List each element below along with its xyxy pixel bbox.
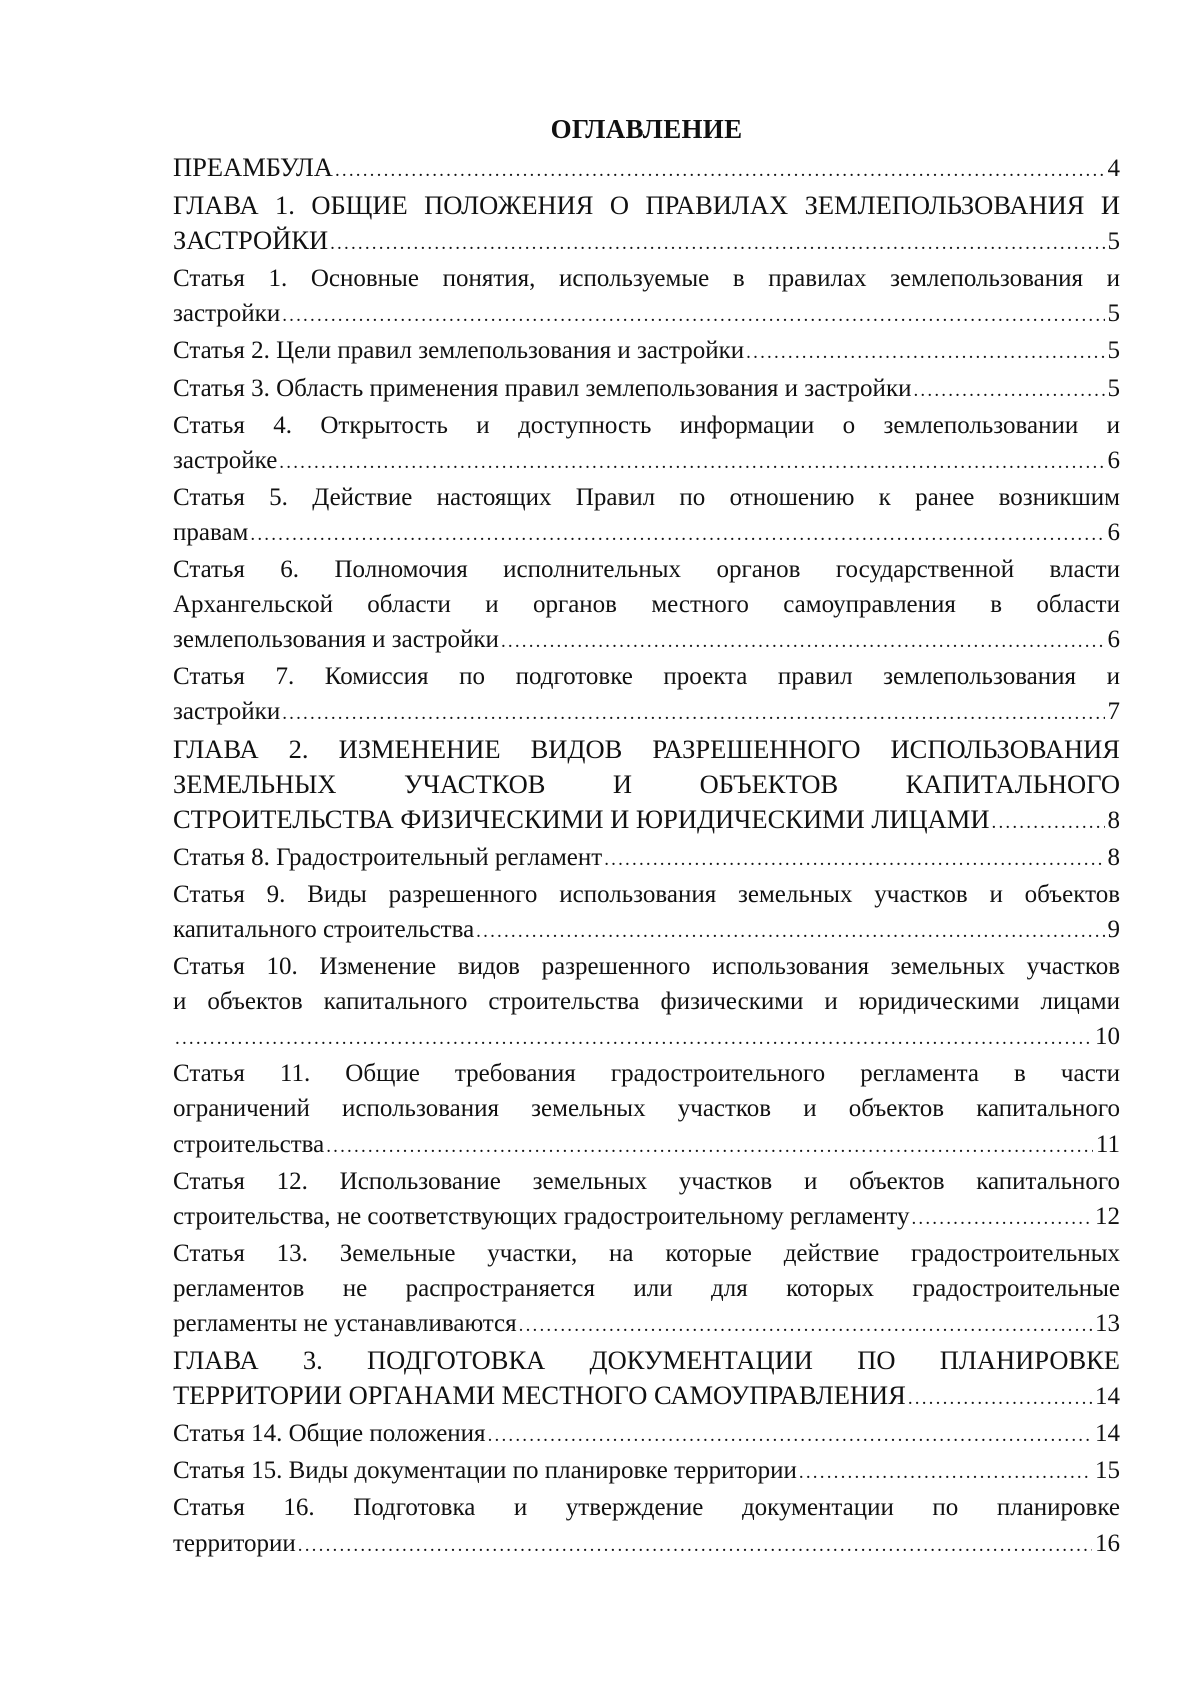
dot-leader — [501, 624, 1105, 659]
entry-text-lines — [173, 552, 1120, 622]
dot-leader — [908, 1381, 1092, 1416]
entry-leader-line — [173, 296, 1120, 333]
page-number: 8 — [1107, 843, 1120, 871]
page-number: 14 — [1095, 1383, 1120, 1411]
entry-text-last: капитального строительства — [173, 915, 475, 943]
entry-leader-line — [173, 443, 1120, 480]
dot-leader — [330, 226, 1104, 261]
entry-text-last: правам — [173, 518, 249, 546]
entry-text-last: Статья 15. Виды документации по планировке территории — [173, 1457, 797, 1485]
entry-text-line: Статья 5. Действие настоящих Правил по отношению к ранее возникшим — [173, 483, 1120, 511]
toc-chapter-entry[interactable] — [173, 1343, 1120, 1416]
toc-article-entry[interactable] — [173, 1164, 1120, 1236]
dot-leader — [488, 1418, 1092, 1453]
entry-text-lines — [173, 408, 1120, 443]
page-number: 4 — [1107, 155, 1120, 182]
entry-leader-line — [173, 1019, 1120, 1056]
entry-text-last: ЗАСТРОЙКИ — [173, 225, 329, 256]
dot-leader — [604, 842, 1104, 877]
entry-leader-line — [173, 223, 1120, 261]
page-number: 8 — [1107, 806, 1120, 834]
entry-text-last: застройке — [173, 446, 278, 474]
entry-text-line: ГЛАВА 2. ИЗМЕНЕНИЕ ВИДОВ РАЗРЕШЕННОГО ИСПОЛЬЗОВАНИЯ — [173, 733, 1120, 764]
toc-title: ОГЛАВЛЕНИЕ — [550, 114, 743, 144]
entry-text-last: Статья 8. Градостроительный регламент — [173, 843, 603, 871]
dot-leader — [282, 298, 1104, 333]
dot-leader — [326, 1129, 1093, 1164]
entry-text-line: Статья 11. Общие требования градостроительного регламента в части — [173, 1060, 1120, 1088]
entry-text-last: территории — [173, 1529, 296, 1557]
toc-article-entry[interactable] — [173, 949, 1120, 1056]
dot-leader — [992, 805, 1105, 840]
toc-article-entry[interactable] — [173, 1236, 1120, 1343]
entry-leader-line — [173, 622, 1120, 659]
dot-leader — [335, 153, 1105, 188]
page-number: 5 — [1107, 374, 1120, 402]
entry-text-line: Статья 7. Комиссия по подготовке проекта правил землепользования и — [173, 663, 1120, 691]
dot-leader — [519, 1308, 1092, 1343]
toc-article-entry[interactable] — [173, 261, 1120, 333]
entry-text-last: строительства, не соответствующих градостроительному регламенту — [173, 1202, 910, 1230]
dot-leader — [911, 1201, 1092, 1236]
dot-leader — [746, 335, 1104, 370]
toc-chapter-entry[interactable] — [173, 732, 1120, 840]
toc-article-entry[interactable] — [173, 1416, 1120, 1453]
entry-text-lines — [173, 877, 1120, 912]
entry-text-last: ПРЕАМБУЛА — [173, 152, 333, 182]
toc-article-entry[interactable] — [173, 877, 1120, 949]
entry-text-line: Статья 4. Открытость и доступность информации о землепользовании и — [173, 411, 1120, 439]
entry-text-line: Статья 10. Изменение видов разрешенного использования земельных участков — [173, 953, 1120, 981]
toc-article-entry[interactable] — [173, 333, 1120, 370]
entry-text-last: Статья 3. Область применения правил землепользования и застройки — [173, 374, 912, 402]
entry-text-last: застройки — [173, 300, 281, 328]
entry-text-lines — [173, 1236, 1120, 1306]
entry-leader-line — [173, 912, 1120, 949]
entry-text-lines — [173, 188, 1120, 223]
entry-text-last: регламенты не устанавливаются — [173, 1310, 517, 1337]
toc-list — [173, 150, 1120, 1563]
entry-text-lines — [173, 949, 1120, 1019]
entry-text-line: Статья 16. Подготовка и утверждение документации по планировке — [173, 1494, 1120, 1522]
page-number: 16 — [1095, 1529, 1120, 1557]
page-number: 12 — [1095, 1202, 1120, 1230]
entry-text-lines — [173, 480, 1120, 515]
entry-leader-line — [173, 802, 1120, 840]
entry-text-line: ГЛАВА 1. ОБЩИЕ ПОЛОЖЕНИЯ О ПРАВИЛАХ ЗЕМЛЕПОЛЬЗОВАНИЯ И — [173, 190, 1120, 221]
toc-article-entry[interactable] — [173, 408, 1120, 480]
entry-text-last: ТЕРРИТОРИИ ОРГАНАМИ МЕСТНОГО САМОУПРАВЛЕНИЯ — [173, 1380, 906, 1411]
entry-text-line: Статья 6. Полномочия исполнительных органов государственной власти — [173, 556, 1120, 584]
toc-page — [173, 108, 1120, 1563]
entry-leader-line — [173, 333, 1120, 370]
entry-text-line: ГЛАВА 3. ПОДГОТОВКА ДОКУМЕНТАЦИИ ПО ПЛАНИРОВКЕ — [173, 1345, 1120, 1376]
page-number: 6 — [1107, 446, 1120, 474]
toc-article-entry[interactable] — [173, 371, 1120, 408]
dot-leader — [476, 914, 1104, 949]
page-number: 15 — [1095, 1457, 1120, 1485]
entry-leader-line — [173, 1453, 1120, 1490]
entry-text-lines — [173, 732, 1120, 802]
entry-text-line: Статья 9. Виды разрешенного использования земельных участков и объектов — [173, 880, 1120, 908]
page-number: 5 — [1107, 300, 1120, 328]
toc-chapter-entry[interactable] — [173, 150, 1120, 188]
dot-leader — [913, 373, 1104, 408]
entry-leader-line — [173, 1127, 1120, 1164]
toc-article-entry[interactable] — [173, 840, 1120, 877]
entry-text-line: ЗЕМЕЛЬНЫХ УЧАСТКОВ И ОБЪЕКТОВ КАПИТАЛЬНОГО — [173, 768, 1120, 799]
entry-leader-line — [173, 1306, 1120, 1343]
entry-text-lines — [173, 659, 1120, 694]
entry-text-line: и объектов капитального строительства физическими и юридическими лицами — [173, 988, 1120, 1016]
page-number: 7 — [1107, 698, 1120, 726]
dot-leader — [250, 517, 1104, 552]
dot-leader — [799, 1455, 1092, 1490]
entry-text-last: землепользования и застройки — [173, 626, 499, 654]
entry-text-line: Архангельской области и органов местного самоуправления в области — [173, 591, 1120, 619]
entry-leader-line — [173, 694, 1120, 731]
page-number: 14 — [1095, 1420, 1120, 1448]
entry-leader-line — [173, 1199, 1120, 1236]
toc-article-entry[interactable] — [173, 1056, 1120, 1163]
entry-text-last: Статья 2. Цели правил землепользования и застройки — [173, 337, 745, 365]
entry-text-line: Статья 12. Использование земельных участков и объектов капитального — [173, 1167, 1120, 1195]
toc-article-entry[interactable] — [173, 659, 1120, 731]
entry-text-lines — [173, 1490, 1120, 1525]
dot-leader — [282, 696, 1104, 731]
dot-leader — [279, 445, 1104, 480]
toc-article-entry[interactable] — [173, 1453, 1120, 1490]
dot-leader — [298, 1528, 1092, 1563]
entry-text-last: СТРОИТЕЛЬСТВА ФИЗИЧЕСКИМИ И ЮРИДИЧЕСКИМИ ЛИЦАМИ — [173, 803, 990, 834]
entry-leader-line — [173, 150, 1120, 188]
page-number: 6 — [1107, 626, 1120, 654]
entry-text-last: Статья 14. Общие положения — [173, 1420, 486, 1448]
entry-text-line: Статья 13. Земельные участки, на которые действие градостроительных — [173, 1239, 1120, 1267]
page-number: 11 — [1095, 1130, 1120, 1158]
toc-article-entry[interactable] — [173, 1490, 1120, 1562]
page-number: 9 — [1107, 915, 1120, 943]
entry-text-line: регламентов не распространяется или для которых градостроительные — [173, 1274, 1120, 1302]
page-number: 13 — [1095, 1310, 1120, 1337]
entry-leader-line — [173, 371, 1120, 408]
toc-chapter-entry[interactable] — [173, 188, 1120, 261]
page-number: 6 — [1107, 518, 1120, 546]
entry-text-lines — [173, 1056, 1120, 1126]
entry-text-line: ограничений использования земельных участков и объектов капитального — [173, 1095, 1120, 1123]
toc-article-entry[interactable] — [173, 552, 1120, 659]
page-number: 5 — [1107, 228, 1120, 256]
toc-article-entry[interactable] — [173, 480, 1120, 552]
entry-text-lines — [173, 1164, 1120, 1199]
entry-leader-line — [173, 515, 1120, 552]
entry-leader-line — [173, 840, 1120, 877]
entry-text-last: строительства — [173, 1130, 325, 1158]
page-number: 10 — [1095, 1023, 1120, 1051]
entry-leader-line — [173, 1378, 1120, 1416]
entry-leader-line — [173, 1416, 1120, 1453]
page-number: 5 — [1107, 337, 1120, 365]
dot-leader — [175, 1021, 1092, 1056]
entry-leader-line — [173, 1526, 1120, 1563]
entry-text-line: Статья 1. Основные понятия, используемые в правилах землепользования и — [173, 265, 1120, 293]
entry-text-last: застройки — [173, 698, 281, 726]
entry-text-lines — [173, 1343, 1120, 1378]
entry-text-lines — [173, 261, 1120, 296]
